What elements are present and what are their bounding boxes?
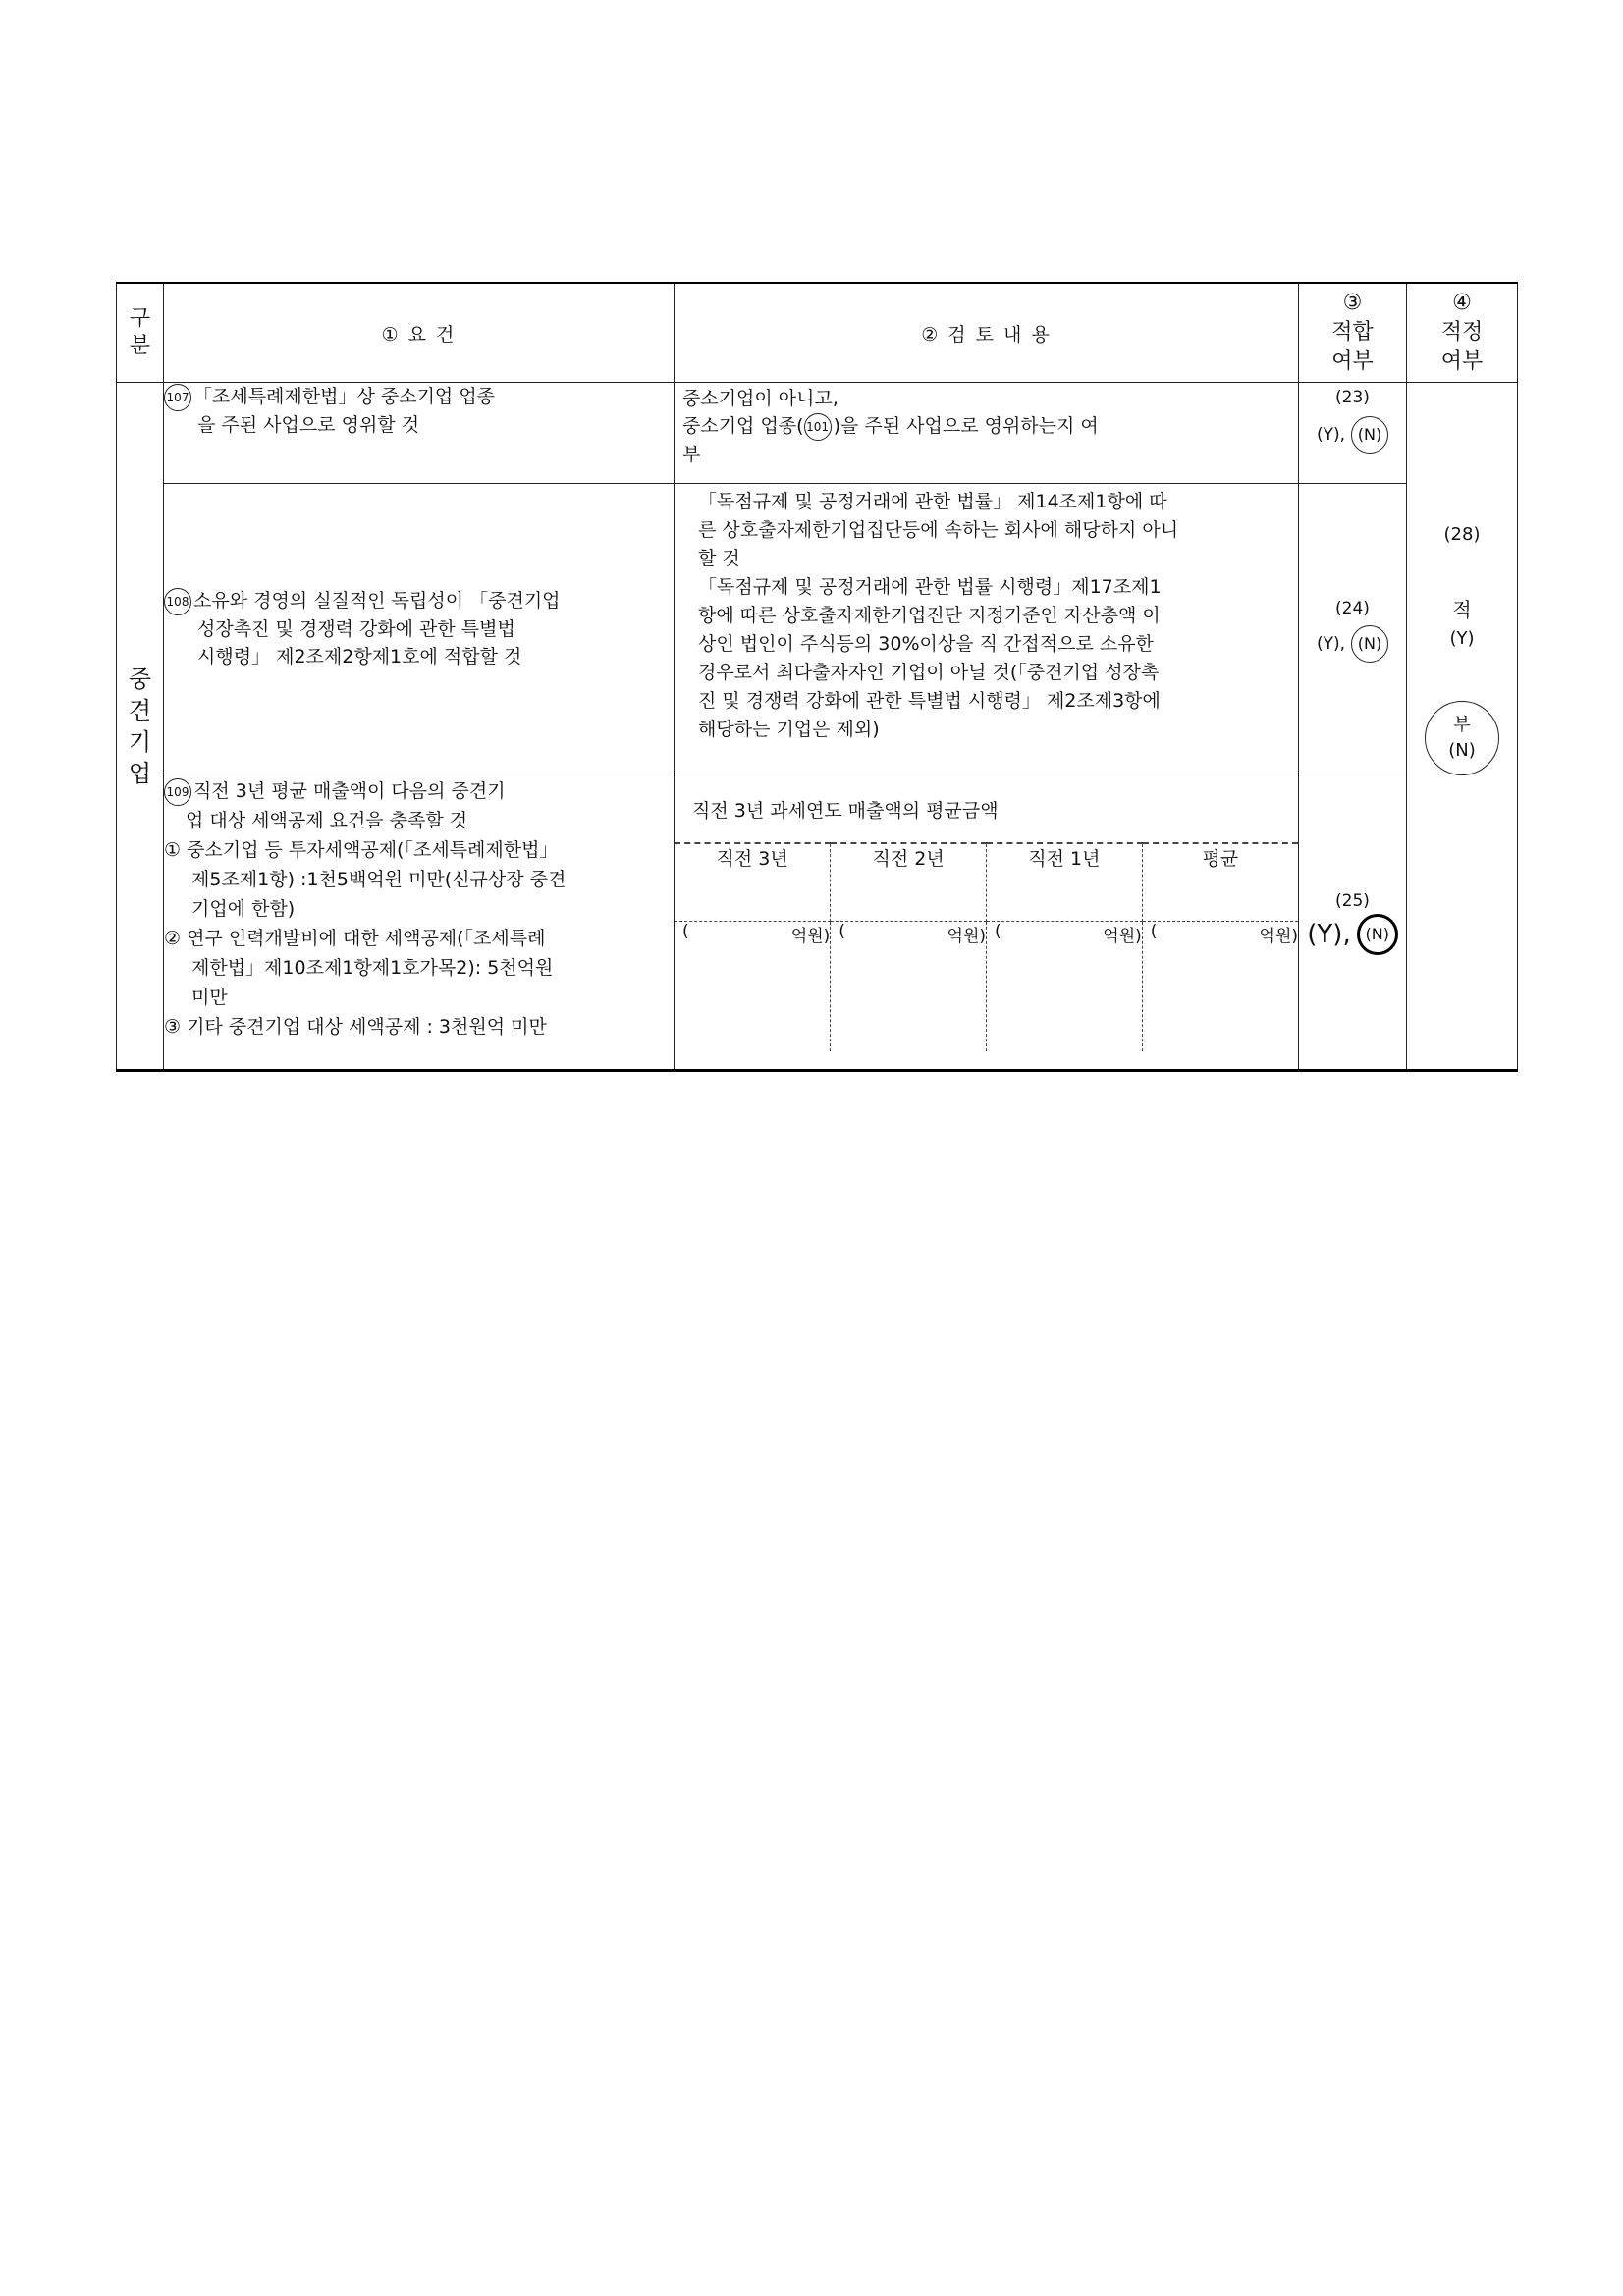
req-item-line: 미만 bbox=[191, 987, 228, 1008]
amount-1y[interactable] bbox=[987, 922, 1143, 1052]
review-line: 른 상호출자제한기업집단등에 속하는 회사에 해당하지 아니 bbox=[698, 519, 1179, 541]
header-proper bbox=[1407, 283, 1518, 383]
yes-option: (Y), bbox=[1316, 633, 1346, 654]
review-line: )을 주된 사업으로 영위하는지 여 bbox=[833, 415, 1099, 437]
amount-open: ( bbox=[1150, 922, 1158, 941]
circle-number: 109 bbox=[164, 778, 191, 806]
circle-number: 101 bbox=[804, 413, 832, 441]
review-line: 부 bbox=[682, 443, 701, 465]
req-line: 「조세특례제한법」상 중소기업 업종 bbox=[193, 386, 496, 407]
req-line: 직전 3년 평균 매출액이 다음의 중견기 bbox=[193, 780, 506, 802]
header-proper-num: ④ bbox=[1452, 291, 1472, 315]
review-107 bbox=[675, 383, 1299, 484]
circle-number: 107 bbox=[164, 384, 191, 411]
review-line: 해당하는 기업은 제외) bbox=[698, 719, 880, 740]
amount-unit: 억원) bbox=[790, 927, 831, 946]
sales-header: 평균 bbox=[1142, 843, 1298, 922]
header-fit-label: 여부 bbox=[1331, 349, 1374, 374]
header-category-char: 분 bbox=[129, 334, 151, 358]
review-line: 진 및 경쟁력 강화에 관한 특별법 시행령」 제2조제3항에 bbox=[698, 690, 1161, 712]
fit-109 bbox=[1299, 774, 1407, 1071]
proper-no-circle bbox=[1425, 701, 1499, 775]
header-fit bbox=[1299, 283, 1407, 383]
yes-option: (Y), bbox=[1307, 920, 1351, 949]
sales-amount-row bbox=[675, 922, 1298, 1052]
amount-avg[interactable] bbox=[1142, 922, 1298, 1052]
header-review: ② 검 토 내 용 bbox=[675, 283, 1299, 383]
review-title: 직전 3년 과세연도 매출액의 평균금액 bbox=[692, 800, 999, 822]
circle-number: 108 bbox=[164, 588, 191, 615]
fit-107 bbox=[1299, 383, 1407, 484]
row-108 bbox=[117, 484, 1518, 774]
req-item-line: ③ 기타 중견기업 대상 세액공제 : 3천원억 미만 bbox=[164, 1016, 547, 1038]
proper-yes-label: 적 bbox=[1452, 598, 1472, 621]
review-line: 중소기업이 아니고, bbox=[682, 388, 839, 409]
header-row bbox=[117, 283, 1518, 383]
amount-open: ( bbox=[839, 922, 845, 941]
review-line: 할 것 bbox=[698, 548, 740, 569]
header-fit-label: 적합 bbox=[1331, 320, 1374, 345]
header-proper-label: 여부 bbox=[1440, 349, 1484, 374]
header-category-char: 구 bbox=[129, 306, 151, 331]
review-108 bbox=[675, 484, 1299, 774]
category-char: 중 bbox=[128, 665, 152, 693]
item-code: (25) bbox=[1335, 891, 1370, 911]
review-line: 중소기업 업종( bbox=[682, 415, 804, 437]
category-char: 업 bbox=[128, 759, 152, 787]
no-option-circled: (N) bbox=[1351, 416, 1388, 454]
sales-header: 직전 3년 bbox=[675, 843, 831, 922]
amount-2y[interactable] bbox=[831, 922, 987, 1052]
req-item-line: 기업에 한함) bbox=[191, 898, 296, 920]
proper-no-code: (N) bbox=[1448, 740, 1476, 761]
req-line: 소유와 경영의 실질적인 독립성이 「중견기업 bbox=[193, 590, 561, 613]
header-requirement: ① 요 건 bbox=[164, 283, 675, 383]
mid-size-enterprise-review-table bbox=[116, 282, 1518, 1072]
review-line: 「독점규제 및 공정거래에 관한 법률 시행령」제17조제1 bbox=[698, 576, 1162, 598]
req-item-line: 제5조제1항) :1천5백억원 미만(신규상장 중견 bbox=[191, 869, 567, 890]
proper-yes-code: (Y) bbox=[1449, 628, 1475, 649]
review-109 bbox=[675, 774, 1299, 1071]
yes-option: (Y), bbox=[1316, 425, 1346, 445]
no-option-circled: (N) bbox=[1351, 625, 1388, 663]
sales-table bbox=[675, 842, 1298, 1051]
review-line: 경우로서 최다출자자인 기업이 아닐 것(「중견기업 성장촉 bbox=[698, 662, 1160, 683]
category-cell bbox=[117, 383, 164, 1071]
item-code: (23) bbox=[1335, 388, 1370, 407]
req-line: 업 대상 세액공제 요건을 충족할 것 bbox=[186, 810, 468, 831]
amount-unit: 억원) bbox=[1103, 927, 1142, 946]
sales-header: 직전 2년 bbox=[831, 843, 987, 922]
requirement-109 bbox=[164, 774, 675, 1071]
sales-header-row bbox=[675, 843, 1298, 922]
row-107 bbox=[117, 383, 1518, 484]
header-category bbox=[117, 283, 164, 383]
requirement-108 bbox=[164, 484, 675, 774]
req-item-line: ① 중소기업 등 투자세액공제(「조세특례제한법」 bbox=[164, 839, 559, 861]
header-fit-num: ③ bbox=[1342, 291, 1363, 315]
proper-cell bbox=[1407, 383, 1518, 1071]
req-line: 을 주된 사업으로 영위할 것 bbox=[197, 413, 420, 436]
fit-108 bbox=[1299, 484, 1407, 774]
amount-unit: 억원) bbox=[947, 927, 986, 946]
review-line: 「독점규제 및 공정거래에 관한 법률」 제14조제1항에 따 bbox=[698, 491, 1167, 512]
req-item-line: ② 연구 인력개발비에 대한 세액공제(「조세특례 bbox=[164, 928, 546, 949]
review-line: 항에 따른 상호출자제한기업진단 지정기준인 자산총액 이 bbox=[698, 605, 1161, 626]
amount-open: ( bbox=[682, 922, 689, 941]
category-char: 견 bbox=[128, 696, 152, 724]
req-item-line: 제한법」제10조제1항제1호가목2): 5천억원 bbox=[191, 957, 554, 979]
req-line: 시행령」 제2조제2항제1호에 적합할 것 bbox=[197, 645, 522, 667]
req-line: 성장촉진 및 경쟁력 강화에 관한 특별법 bbox=[197, 617, 515, 640]
header-proper-label: 적정 bbox=[1440, 320, 1484, 345]
category-char: 기 bbox=[128, 727, 152, 756]
amount-3y[interactable] bbox=[675, 922, 831, 1052]
item-code: (24) bbox=[1335, 598, 1370, 618]
sales-header: 직전 1년 bbox=[987, 843, 1143, 922]
no-option-circled: (N) bbox=[1357, 914, 1398, 955]
proper-no-label: 부 bbox=[1453, 715, 1471, 735]
proper-code: (28) bbox=[1443, 524, 1481, 545]
review-line: 상인 법인이 주식등의 30%이상을 직 간접적으로 소유한 bbox=[698, 633, 1154, 655]
amount-open: ( bbox=[995, 922, 1001, 941]
requirement-107 bbox=[164, 383, 675, 484]
row-109 bbox=[117, 774, 1518, 1071]
amount-unit: 억원) bbox=[1259, 927, 1298, 946]
